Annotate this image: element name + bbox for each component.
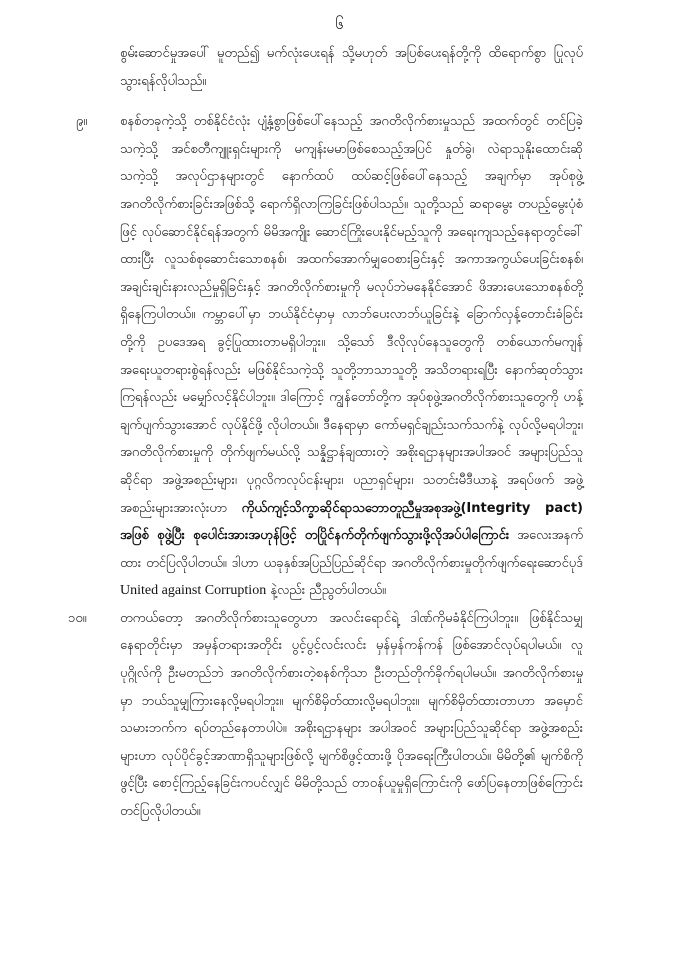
page-number: ၆	[335, 15, 344, 33]
campaign-motto: United against Corruption	[120, 583, 267, 599]
paragraph-text: တကယ်တော့ အဂတိလိုက်စားသူတွေဟာ အလင်းရောင်ရဲ့ ဒါဏ်ကိုမခံနိုင်ကြပါဘူး။ ဖြစ်နိုင်သမျှ နေရာတိုင်းမှာ အမှန်တရားအတိုင်း ပွင့်ပွင့်လင်းလင်း မှန်မှန်ကန်ကန် ဖြစ်အောင်လုပ်ရပါမယ်။ လူပုဂ္ဂိုလ်ကို ဦးမတည်ဘဲ အဂတိလိုက်စားတဲ့စနစ်ကိုသာ ဦးတည်တိုက်ခိုက်ရပါမယ်။ အဂတိလိုက်စားမှုမှာ ဘယ်သူမျှကြားနေလို့မရပါဘူး။ မျက်စိမှိတ်ထားလို့မရပါဘူး။ မျက်စိမှိတ်ထားတာဟာ အမှောင်သမားဘက်က ရပ်တည်နေတာပါပဲ။ အစိုးရဌာနများ အပါအဝင် အများပြည်သူဆိုင်ရာ အဖွဲ့အစည်းများဟာ လုပ်ပိုင်ခွင့်အာဏာရှိသူများဖြစ်လို့ မျက်စိဖွင့်ထားဖို့ ပိုအရေးကြီးပါတယ်။ မိမိတို့၏ မျက်စိကိုဖွင့်ပြီး စောင့်ကြည့်နေခြင်းကပင်လျှင် မိမိတို့သည် တာဝန်ယူမှုရှိကြောင်းကို ဖော်ပြနေတာဖြစ်ကြောင်း တင်ပြလိုပါတယ်။	[120, 610, 583, 820]
paragraph-text: အလေးအနက်ထား တင်ပြလိုပါတယ်။ ဒါဟာ ယခုနှစ်အပြည်ပြည်ဆိုင်ရာ အဂတိလိုက်စားမှုတိုက်ဖျက်ရေးဆောင်ပုဒ်	[120, 528, 583, 571]
paragraph-number: ၉။	[76, 114, 88, 130]
paragraph-bold-text: ကိုယ်ကျင့်သိက္ခာဆိုင်ရာသဘောတူညီမှုအစုအဖွဲ့(Integrity pact) အဖြစ် စုဖွဲ့ပြီး စုပေါင်းအားအဟုန်ဖြင့် တပြိုင်နက်တိုက်ဖျက်သွားဖို့လိုအပ်ပါကြောင်း	[120, 500, 583, 544]
document-body	[0, 40, 679, 826]
paragraph-9	[76, 108, 583, 605]
paragraph-continued: စွမ်းဆောင်မှုအပေါ် မူတည်၍ မက်လုံးပေးရန် သို့မဟုတ် အပြစ်ပေးရန်တို့ကို ထိရောက်စွာ ပြုလုပ်သွားရန်လိုပါသည်။	[120, 46, 583, 89]
paragraph-text: စနစ်တခုကဲ့သို့ တစ်နိုင်ငံလုံး ပျံ့နှံ့စွာဖြစ်ပေါ်နေသည့် အဂတိလိုက်စားမှုသည် အထက်တွင် တင်ပြခဲ့သကဲ့သို့ အင်စတီကျူးရှင်းများကို မကျန်းမမာဖြစ်စေသည့်အပြင် နှုတ်ခွဲ၊ လဲရာသူနိုးထောင်းဆိုသကဲ့သို့ အလုပ်ဌာနများတွင် နောက်ထပ် ထပ်ဆင့်ဖြစ်ပေါ်နေသည့် အချက်မှာ အုပ်စုဖွဲ့အဂတိလိုက်စားခြင်းအဖြစ်သို့ ရောက်ရှိလာကြခြင်းဖြစ်ပါသည်။ သူတို့သည် ဆရာမွေး တပည့်မွေးပုံစံဖြင့် လုပ်ဆောင်နိုင်ရန်အတွက် မိမိအကျိုး ဆောင်ကြိုးပေးနိုင်မည့်သူကို အရေးကျသည့်နေရာတွင်ခေါ်ထားပြီး လူသစ်စုဆောင်းသောစနစ်၊ အထက်အောက်မျှဝေစားခြင်းနှင့် အကာအကွယ်ပေးခြင်းစနစ်၊ အချင်းချင်းနားလည်မှုရှိခြင်းနှင့် အဂတိလိုက်စားမှုကို မလုပ်ဘဲမနေနိုင်အောင် ဖိအားပေးသောစနစ်တို့ ရှိနေကြပါတယ်။ ကမ္ဘာပေါ်မှာ ဘယ်နိုင်ငံမှာမှ လာဘ်ပေးလာဘ်ယူခြင်းနဲ့ ခြောက်လှန့်တောင်းခံခြင်းတို့ကို ဥပဒေအရ ခွင့်ပြုထားတာမရှိပါဘူး။ သို့သော် ဒီလိုလုပ်နေသူတွေကို တစ်ယောက်မကျန် အရေးယူတရားစွဲရန်လည်း မဖြစ်နိုင်သကဲ့သို့ သူတို့ဘာသာသူတို့ အသိတရားရပြီး နောက်ဆုတ်သွားကြရန်လည်း မမျှော်လင့်နိုင်ပါဘူး။ ဒါကြောင့် ကျွန်တော်တို့က အုပ်စုဖွဲ့အဂတိလိုက်စားသူတွေကို ဟန့်ချက်ပျက်သွားအောင် လုပ်နိုင်ဖို့ လိုပါတယ်။ ဒီနေရာမှာ ကော်မရှင်ချည်းသက်သက်နဲ့ လုပ်လို့မရပါဘူး၊ အဂတိလိုက်စားမှုကို တိုက်ဖျက်မယ်လို့ သန္နိဋ္ဌာန်ချထားတဲ့ အစိုးရဌာနများအပါအဝင် အများပြည်သူဆိုင်ရာ အဖွဲ့အစည်းများ၊ ပုဂ္ဂလိကလုပ်ငန်းများ၊ ပညာရှင်များ၊ သတင်းမီဒီယာနဲ့ အရပ်ဖက် အဖွဲ့အစည်းများအားလုံးဟာ	[120, 114, 583, 516]
paragraph-number: ၁၀။	[68, 610, 87, 626]
paragraph-10	[68, 605, 583, 826]
paragraph-text: နဲ့လည်း ညီညွတ်ပါတယ်။	[270, 583, 386, 599]
